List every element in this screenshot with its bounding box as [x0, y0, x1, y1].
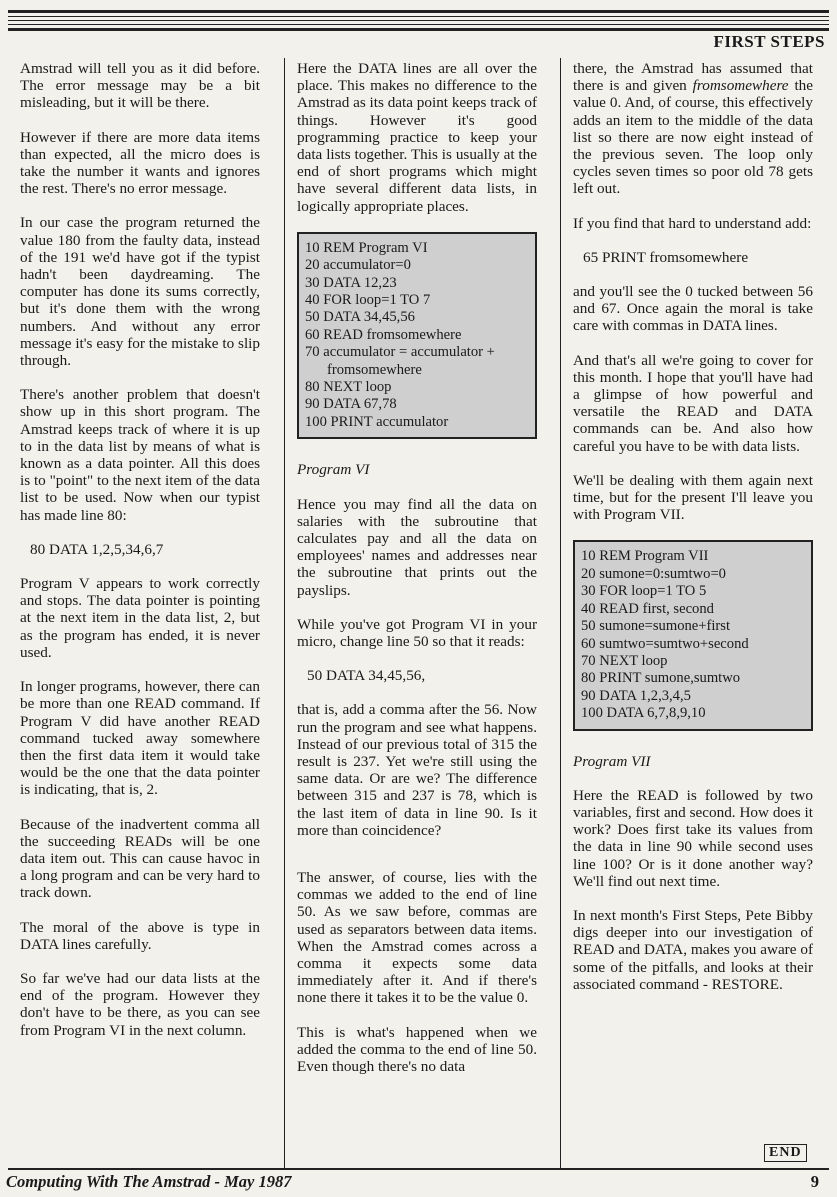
column-2 — [297, 60, 537, 1092]
paragraph: In next month's First Steps, Pete Bibby digs deeper into our investigation of READ and DATA, makes you aware of some of the pitfalls, and looks at their associated command - RESTORE. — [573, 906, 813, 993]
paragraph: Hence you may find all the data on salaries with the subroutine that calculates pay and all the data on employees' names and addresses near the subroutine that prints out the payslips. — [297, 495, 537, 599]
listing-caption: Program VI — [297, 461, 370, 479]
listing-caption: Program VII — [573, 752, 651, 770]
paragraph: And that's all we're going to cover for this month. I hope that you'll have had a glimpse of how powerful and versatile the READ and DATA commands can be. And also how careful you have to be with data lists. — [573, 351, 813, 455]
code-line: 40 FOR loop=1 TO 7 — [305, 292, 431, 309]
paragraph: There's another problem that doesn't show up in this short program. The Amstrad keeps track of where it is up to in the data list by means of what is known as a data pointer. All this does is to "point" to the next item of the data list to be used. Now when our typist has made line 80: — [20, 386, 260, 524]
paragraph: We'll be dealing with them again next time, but for the present I'll leave you with Program VII. — [573, 471, 813, 524]
column-divider — [284, 58, 285, 1168]
paragraph: there, the Amstrad has assumed that there is and given fromsomewhere the value 0. And, of course, this effectively adds an item to the middle of the data list so there are now eight instead of the previous seven. The loop only cycles seven times so poor old 78 gets left out. — [573, 60, 813, 198]
code-line: 90 DATA 1,2,3,4,5 — [581, 687, 691, 704]
code-line: 80 DATA 1,2,5,34,6,7 — [30, 540, 164, 558]
column-1 — [20, 60, 260, 1056]
paragraph: If you find that hard to understand add: — [573, 214, 812, 232]
paragraph: Program V appears to work correctly and stops. The data pointer is pointing at the next item in the data list, 2, but as the program has ended, it is never used. — [20, 575, 260, 661]
code-line: 20 accumulator=0 — [305, 257, 411, 274]
paragraph: The moral of the above is type in DATA lines carefully. — [20, 918, 260, 953]
variable-name: fromsomewhere — [692, 77, 789, 95]
program-6-listing — [297, 232, 537, 439]
paragraph: However if there are more data items than expected, all the micro does is take the number it wants and ignores the rest. There's no error message. — [20, 128, 260, 198]
code-line: 10 REM Program VII — [581, 548, 709, 565]
paragraph: that is, add a comma after the 56. Now run the program and see what happens. Instead of our previous total of 315 the result is 237. Yet we're still using the same data. Or are we? The difference between 315 and 237 is 78, which is the last item of data in line 90. Is it more than coincidence? — [297, 701, 537, 839]
paragraph: In our case the program returned the value 180 from the faulty data, instead of the 191 we'd have got if the typist hadn't been daydreaming. The computer has done its sums correctly, but it's done them with the wrong numbers. And without any error message it's easy for the mistake to slip through. — [20, 214, 260, 370]
paragraph: Because of the inadvertent comma all the succeeding READs will be one data item out. This can cause havoc in a long program and can be very hard to track down. — [20, 815, 260, 902]
code-line: 100 DATA 6,7,8,9,10 — [581, 705, 706, 722]
code-line: 65 PRINT fromsomewhere — [583, 248, 749, 266]
page-number: 9 — [810, 1172, 819, 1191]
header-rule — [8, 10, 829, 31]
program-7-listing — [573, 540, 813, 730]
footer-rule — [8, 1168, 829, 1170]
code-line: 60 sumtwo=sumtwo+second — [581, 635, 749, 652]
section-title: FIRST STEPS — [713, 32, 825, 51]
paragraph: So far we've had our data lists at the end of the program. However they don't have to be there, as you can see from Program VI in the next column. — [20, 969, 260, 1039]
code-line: 30 DATA 12,23 — [305, 274, 397, 291]
column-divider — [560, 58, 561, 1168]
paragraph: and you'll see the 0 tucked between 56 and 67. Once again the moral is take care with commas in DATA lines. — [573, 283, 813, 335]
paragraph: Here the DATA lines are all over the place. This makes no difference to the Amstrad as its data point keeps track of things. However it's good programming practice to keep your data lists together. This is usually at the end of short programs which might have several different data lists, in logically appropriate places. — [297, 60, 537, 215]
paragraph: In longer programs, however, there can be more than one READ command. If Program V did have another READ command tucked away somewhere then the first data item it would take would be the one that the data pointer is indicating, that is, 2. — [20, 678, 260, 799]
paragraph: The answer, of course, lies with the commas we added to the end of line 50. As we saw before, commas are used as separators between data items. When the Amstrad comes across a comma it expects some data immediately after it. And if there's none there it takes it to be the value 0. — [297, 868, 537, 1007]
code-line: 10 REM Program VI — [305, 239, 428, 256]
paragraph: Amstrad will tell you as it did before. The error message may be a bit misleading, but it will be there. — [20, 60, 260, 112]
code-line: fromsomewhere — [327, 361, 422, 378]
publication-title: Computing With The Amstrad - May 1987 — [6, 1172, 292, 1191]
code-line: 50 sumone=sumone+first — [581, 618, 731, 635]
paragraph: While you've got Program VI in your micro, change line 50 so that it reads: — [297, 615, 537, 650]
code-line: 100 PRINT accumulator — [305, 413, 449, 430]
column-3 — [573, 60, 813, 1010]
code-line: 40 READ first, second — [581, 600, 714, 617]
code-line: 70 NEXT loop — [581, 652, 668, 669]
code-line: 80 PRINT sumone,sumtwo — [581, 670, 741, 687]
paragraph: Here the READ is followed by two variables, first and second. How does it work? Does first take its values from the data in line 90 while second uses line 100? Or is it done another way? We'll find out next time. — [573, 786, 813, 890]
code-line: 60 READ fromsomewhere — [305, 326, 462, 343]
paragraph: This is what's happened when we added the comma to the end of line 50. Even though there's no data — [297, 1023, 537, 1075]
code-line: 50 DATA 34,45,56, — [307, 667, 426, 685]
code-line: 90 DATA 67,78 — [305, 396, 397, 413]
code-line: 20 sumone=0:sumtwo=0 — [581, 565, 726, 582]
code-line: 70 accumulator = accumulator + — [305, 344, 495, 361]
code-line: 50 DATA 34,45,56 — [305, 309, 415, 326]
code-line: 30 FOR loop=1 TO 5 — [581, 583, 707, 600]
end-marker: END — [764, 1144, 807, 1162]
code-line: 80 NEXT loop — [305, 379, 392, 396]
